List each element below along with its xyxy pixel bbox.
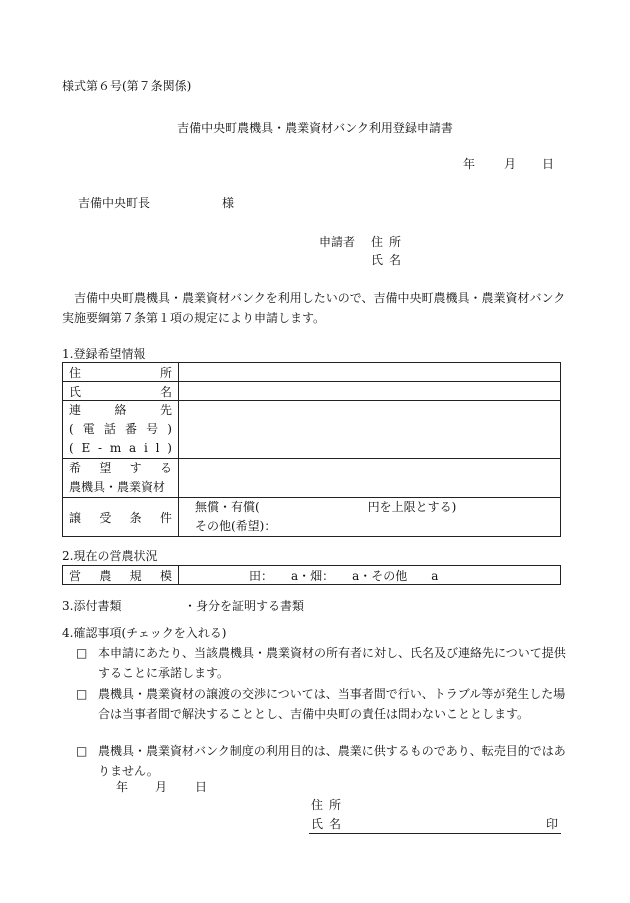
- conditions-label-cell: [63, 498, 179, 537]
- confirmation-text: 本申請にあたり、当該農機具・農業資材の所有者に対し、氏名及び連絡先について提供することに承諾します。: [98, 646, 566, 680]
- signature-month: 月: [155, 780, 168, 794]
- signature-line: [309, 833, 561, 834]
- table-row: [63, 363, 561, 382]
- checkbox[interactable]: □: [76, 646, 88, 660]
- desired-item-label-line2: 農機具・農業資材: [69, 480, 166, 494]
- application-statement: 吉備中央町農機具・農業資材バンクを利用したいので、吉備中央町農機具・農業資材バンク実施要綱第７条第１項の規定により申請します。: [62, 291, 566, 325]
- address-label-cell: [63, 363, 179, 382]
- farming-scale-label-char: 規: [129, 568, 142, 583]
- phone-label-char: ): [167, 422, 172, 436]
- name-field[interactable]: [179, 382, 561, 401]
- signature-day: 日: [195, 780, 208, 794]
- table-row: [63, 382, 561, 401]
- signature-address-label: 住所: [311, 798, 348, 812]
- applicant-address-label: 住所: [371, 235, 408, 249]
- confirmation-text: 農機具・農業資材バンク制度の利用目的は、農業に供するものであり、転売目的ではありません。: [98, 744, 566, 778]
- address-field[interactable]: [179, 363, 561, 382]
- conditions-other: その他(希望)：: [195, 519, 277, 533]
- email-label-char: i: [143, 441, 148, 455]
- signature-name-label: 氏名: [311, 817, 348, 831]
- desired-item-field[interactable]: [179, 459, 561, 498]
- contact-label-char: 連: [69, 403, 82, 417]
- section-attachments-title: 3.添付書類: [62, 599, 122, 613]
- registration-info-table: [62, 362, 561, 537]
- attachment-item: ・身分を証明する書類: [184, 599, 305, 613]
- address-label-char: 所: [159, 365, 172, 380]
- name-label-char: 氏: [69, 384, 82, 399]
- phone-label-char: (: [69, 422, 74, 436]
- conditions-label-char: 受: [99, 510, 112, 525]
- conditions-field[interactable]: [179, 498, 561, 537]
- email-label-char: l: [155, 441, 160, 455]
- contact-label-char: 絡: [114, 403, 127, 417]
- seal-mark: 印: [546, 817, 559, 831]
- phone-label-char: 番: [125, 422, 138, 436]
- desired-label-char: 希: [69, 461, 82, 475]
- desired-label-char: る: [159, 461, 172, 475]
- section-farming-status-title: 2.現在の営農状況: [62, 549, 158, 563]
- email-label-char: m: [109, 441, 122, 455]
- conditions-label-char: 条: [129, 510, 142, 525]
- contact-field[interactable]: [179, 401, 561, 459]
- email-label-char: (: [69, 441, 74, 455]
- farming-scale-label-char: 営: [69, 568, 82, 583]
- form-number: 様式第６号(第７条関係): [62, 79, 192, 93]
- date-year: 年: [463, 157, 476, 171]
- email-label-char: -: [98, 441, 103, 455]
- date-day: 日: [542, 157, 555, 171]
- farming-scale-label-cell: [63, 566, 179, 585]
- table-row: [63, 401, 561, 459]
- table-row: [63, 566, 561, 585]
- applicant-name-label: 氏名: [371, 253, 408, 267]
- desired-item-label-cell: [63, 459, 179, 498]
- desired-label-char: 望: [99, 461, 112, 475]
- checkbox[interactable]: □: [76, 744, 88, 758]
- section-registration-info-title: 1.登録希望情報: [62, 347, 146, 361]
- name-label-char: 名: [159, 384, 172, 399]
- table-row: [63, 498, 561, 537]
- farming-scale-value: 田： a・畑： a・その他 a: [249, 568, 439, 583]
- desired-label-char: す: [129, 461, 142, 475]
- section-confirmation-title: 4.確認事項(チェックを入れる): [62, 626, 227, 640]
- name-label-cell: [63, 382, 179, 401]
- farming-scale-field[interactable]: [179, 566, 561, 585]
- contact-label-cell: [63, 401, 179, 459]
- email-label-char: ): [167, 441, 172, 455]
- phone-label-char: 号: [146, 422, 159, 436]
- phone-label-char: 電: [82, 422, 95, 436]
- conditions-label-char: 件: [159, 510, 172, 525]
- confirmation-text: 農機具・農業資材の譲渡の交渉については、当事者間で行い、トラブル等が発生した場合は当事者間で解決することとし、吉備中央町の責任は問わないこととします。: [98, 687, 566, 721]
- phone-label-char: 話: [103, 422, 116, 436]
- conditions-label-char: 譲: [69, 510, 82, 525]
- recipient-name: 吉備中央町長: [78, 196, 151, 210]
- address-label-char: 住: [69, 365, 82, 380]
- recipient-honorific: 様: [222, 196, 235, 210]
- email-label-char: E: [81, 441, 91, 455]
- applicant-label: 申請者: [319, 235, 356, 249]
- email-label-char: a: [129, 441, 137, 455]
- date-month: 月: [504, 157, 517, 171]
- checkbox[interactable]: □: [76, 687, 88, 701]
- contact-label-char: 先: [159, 403, 172, 417]
- farming-scale-label-char: 農: [99, 568, 112, 583]
- table-row: [63, 459, 561, 498]
- conditions-free-or-paid: 無償・有償( 円を上限とする): [195, 500, 457, 514]
- farming-scale-label-char: 模: [159, 568, 172, 583]
- document-title: 吉備中央町農機具・農業資材バンク利用登録申請書: [177, 121, 453, 135]
- farming-status-table: [62, 565, 561, 585]
- signature-year: 年: [116, 780, 129, 794]
